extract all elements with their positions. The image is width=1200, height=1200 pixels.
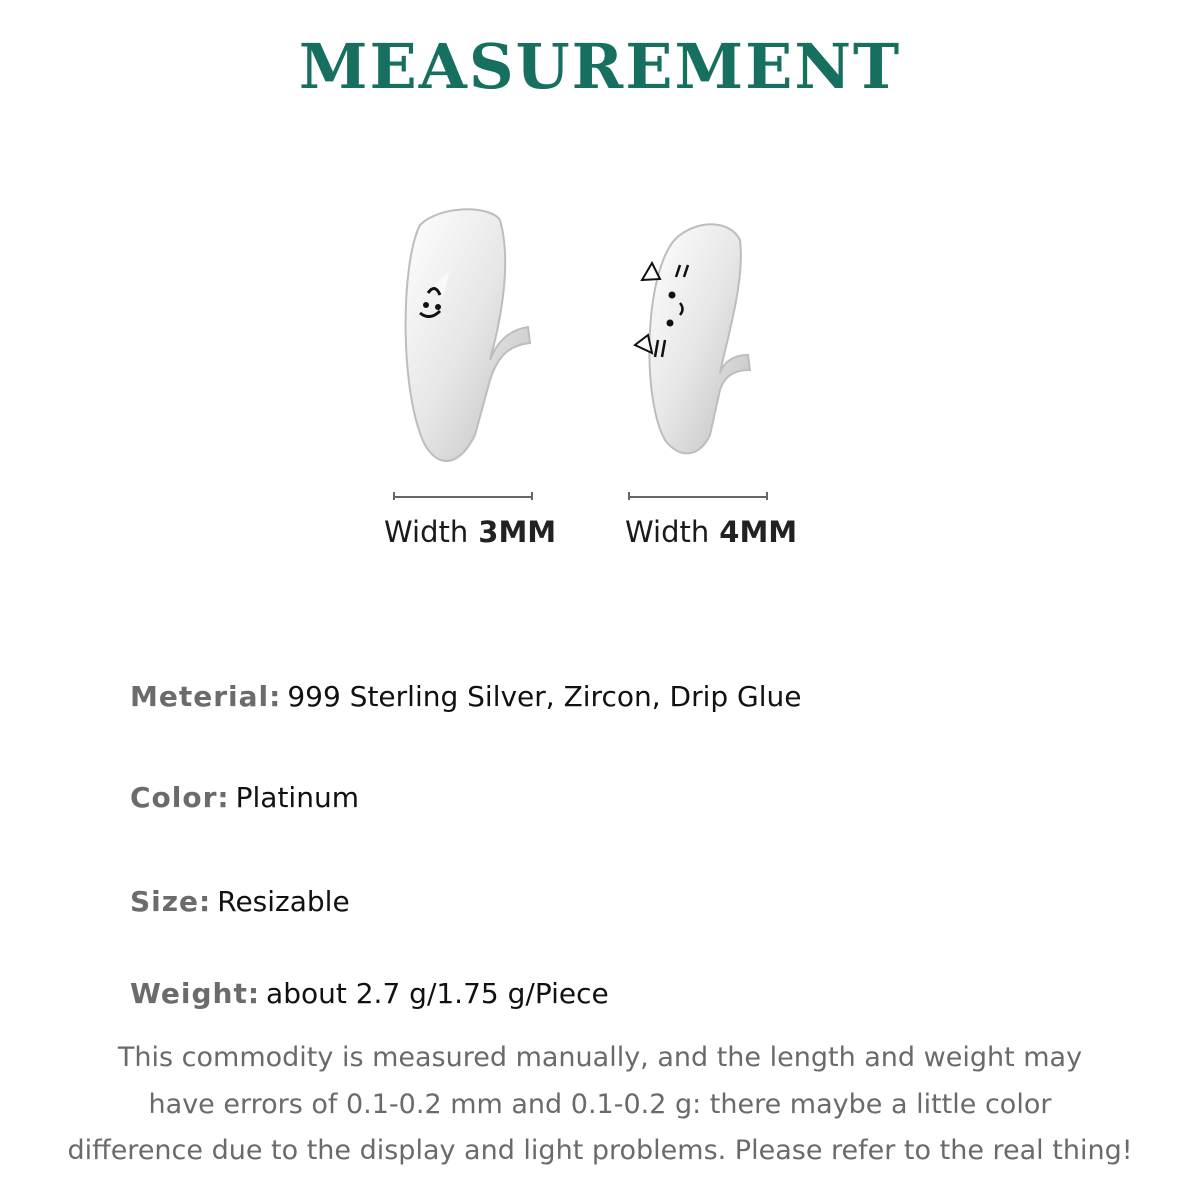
- width-label-3mm: [384, 515, 556, 549]
- spec-value: Resizable: [217, 885, 350, 918]
- ring-3mm-icon: [406, 209, 530, 461]
- spec-material: [130, 680, 802, 713]
- spec-key: Meterial:: [130, 680, 282, 713]
- spec-key: Weight:: [130, 977, 261, 1010]
- spec-key: Size:: [130, 885, 212, 918]
- disclaimer-line-3: difference due to the display and light problems. Please refer to the real thing!: [67, 1135, 1133, 1166]
- width-value: 3MM: [478, 515, 557, 549]
- spec-color: [130, 781, 359, 814]
- disclaimer-line-2: have errors of 0.1-0.2 mm and 0.1-0.2 g: there maybe a little color: [148, 1089, 1052, 1120]
- product-image: [380, 195, 800, 495]
- width-label-4mm: [625, 515, 797, 549]
- spec-value: Platinum: [235, 781, 359, 814]
- width-label-text: Width: [384, 515, 469, 549]
- width-measure-line-4mm: [628, 492, 768, 502]
- spec-size: [130, 885, 350, 918]
- ring-4mm-icon: [635, 224, 750, 453]
- disclaimer-line-1: This commodity is measured manually, and the length and weight may: [117, 1042, 1083, 1073]
- width-label-text: Width: [625, 515, 710, 549]
- width-value: 4MM: [719, 515, 798, 549]
- width-measure-line-3mm: [393, 492, 533, 502]
- spec-key: Color:: [130, 781, 230, 814]
- spec-weight: [130, 977, 609, 1010]
- spec-value: about 2.7 g/1.75 g/Piece: [266, 977, 609, 1010]
- page-title: MEASUREMENT: [298, 30, 902, 103]
- spec-value: 999 Sterling Silver, Zircon, Drip Glue: [287, 680, 802, 713]
